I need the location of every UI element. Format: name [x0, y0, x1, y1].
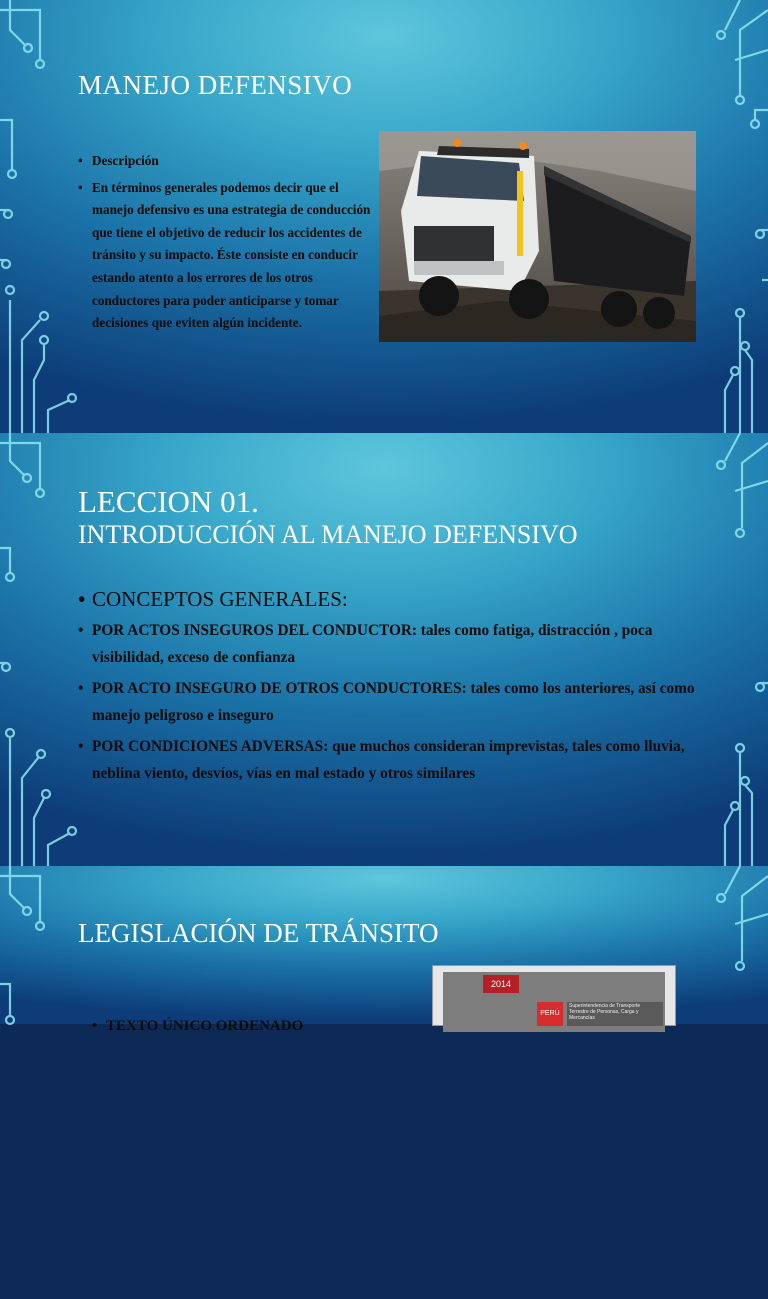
bullet-item: • POR CONDICIONES ADVERSAS: que muchos consideran imprevistas, tales como lluvia, neblina viento, desvíos, vías en mal estado y otros similares: [78, 734, 698, 787]
bullet-description-label: • Descripción: [78, 150, 378, 173]
bullet-heading: [78, 585, 698, 613]
slide-3: [0, 866, 768, 1034]
lesson-title: LECCION 01.: [78, 484, 259, 519]
legislation-list: [92, 1016, 392, 1036]
slide-1: [0, 0, 768, 433]
bullet-item: • TEXTO ÚNICO ORDENADO: [92, 1016, 392, 1036]
bullet-item: • POR ACTOS INSEGUROS DEL CONDUCTOR: tales como fatiga, distracción , poca visibilidad, exceso de confianza: [78, 618, 698, 671]
dump-truck-icon: [379, 131, 696, 342]
bullet-description-text: • En términos generales podemos decir que el manejo defensivo es una estrategia de conducción que tiene el objetivo de reducir los accidentes de tránsito y su impacto. Éste consiste en conducir estando atento a los errores de los otros conductores para poder anticiparse y tomar decisiones que eviten algún incidente.: [78, 177, 378, 335]
concepts-heading: CONCEPTOS GENERALES:: [92, 587, 348, 611]
bullet-item: • POR ACTO INSEGURO DE OTROS CONDUCTORES: tales como los anteriores, así como manejo peligroso e inseguro: [78, 676, 698, 729]
slide-2: [0, 433, 768, 866]
concepts-list: [78, 585, 698, 787]
description-list: [78, 150, 378, 335]
document-year: 2014: [483, 975, 519, 993]
document-text: Superintendencia de Transporte Terrestre de Personas, Carga y Mercancías: [567, 1002, 663, 1026]
lesson-subtitle: INTRODUCCIÓN AL MANEJO DEFENSIVO: [78, 520, 578, 549]
dump-truck-photo: [379, 131, 696, 342]
legislation-title: LEGISLACIÓN DE TRÁNSITO: [78, 918, 439, 948]
document-brand: PERÚ: [537, 1002, 563, 1026]
slide-title: MANEJO DEFENSIVO: [78, 70, 353, 100]
regulation-document-cover: [432, 965, 676, 1026]
